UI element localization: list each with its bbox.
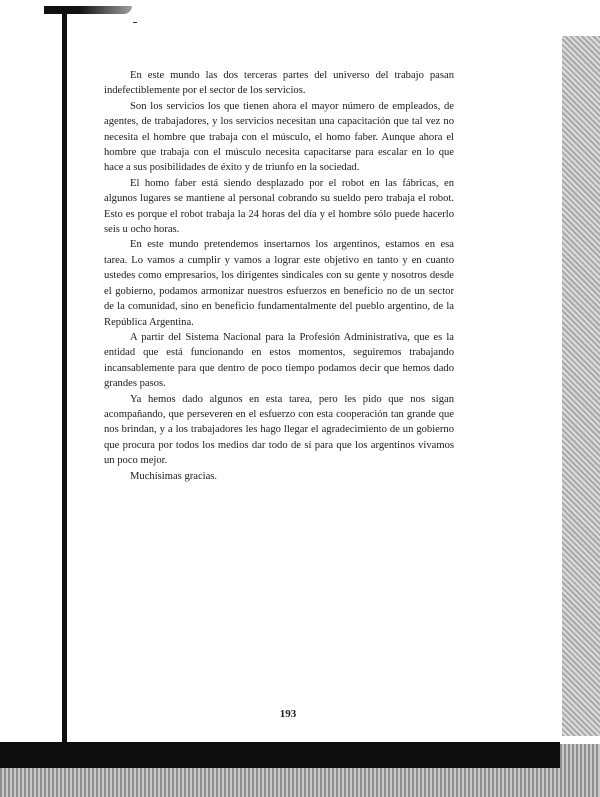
paragraph: Muchísimas gracias. (130, 470, 218, 482)
scan-shadow-bottom-band (0, 742, 560, 768)
paragraph: A partir del Sistema Nacional para la Profesión Administrativa, que es la entidad que está funcionando en estos momentos, seguiremos trabajando incansablemente para que dentro de poco tiempo podamos decir que hemos dado grandes pasos. (104, 331, 454, 390)
scan-shadow-right (562, 36, 600, 736)
scan-shadow-top (44, 6, 132, 14)
scan-shadow-left (62, 8, 67, 748)
paragraph: Son los servicios los que tienen ahora el mayor número de empleados, de agentes, de trabajadores, y los servicios necesitan una capacitación que tal vez no necesita el hombre que trabaja con el músculo, el homo faber. Aunque ahora el hombre que trabaja con el músculo necesita capacitarse para escalar en lo que hace a sus posibilidades de éxito y de triunfo en la sociedad. (104, 100, 454, 174)
page-body (104, 68, 454, 484)
page-number: 193 (279, 708, 297, 720)
paragraph: Ya hemos dado algunos en esta tarea, pero les pido que nos sigan acompañando, que perseveren en el esfuerzo con esta cooperación tan grande que nos brindan, y a los trabajadores les hago llegar el agradecimiento de un gobierno que procura por todos los medios dar todo de sí para que los argentinos vivamos un poco mejor. (104, 393, 454, 467)
scan-speck (133, 22, 137, 23)
paragraph: En este mundo pretendemos insertarnos los argentinos, estamos en esa tarea. Lo vamos a cumplir y vamos a lograr este objetivo en tanto y en cuanto ustedes como empresarios, los dirigentes sindicales con su gente y nosotros desde el gobierno, podamos armonizar nuestros esfuerzos en beneficio no de un sector de la comunidad, sino en beneficio fundamentalmente del pueblo argentino, de la República Argentina. (104, 239, 454, 328)
paragraph: En este mundo las dos terceras partes del universo del trabajo pasan indefectiblemente por el sector de los servicios. (104, 70, 454, 97)
paragraph: El homo faber está siendo desplazado por el robot en las fábricas, en algunos lugares se mantiene al personal cobrando su sueldo pero trabaja el robot. Esto es porque el robot trabaja la 24 horas del día y el hombre sólo puede hacerlo seis u ocho horas. (104, 177, 454, 236)
